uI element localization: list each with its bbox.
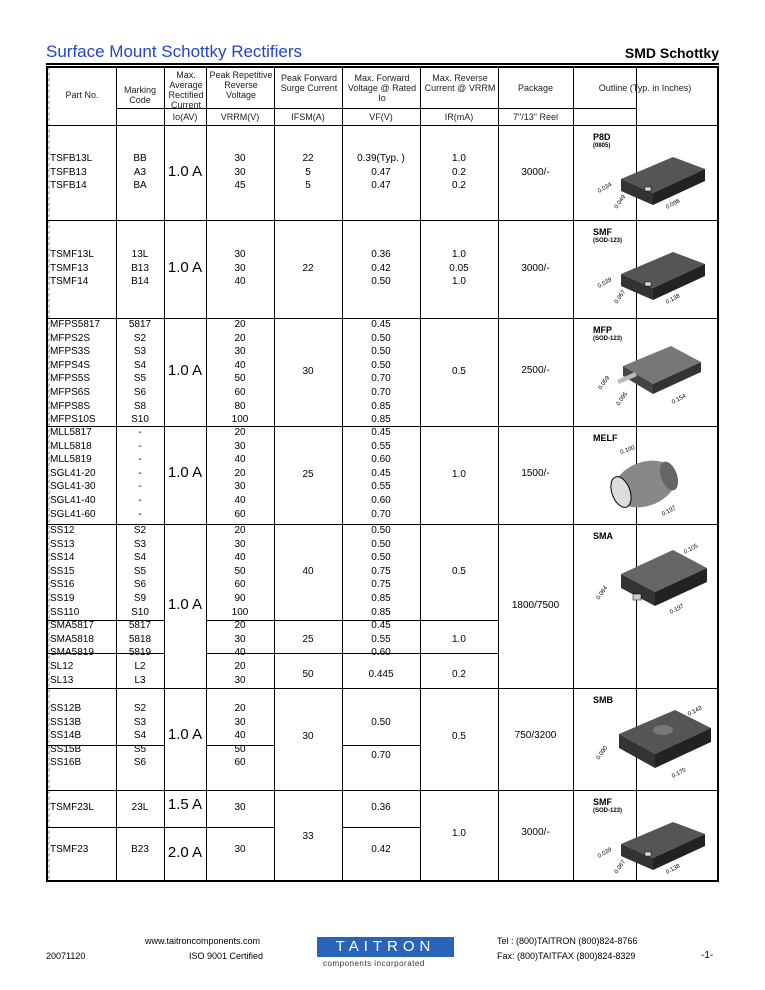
vf-value: 0.70 [371,750,391,761]
package-qty: 1500/- [521,468,550,479]
marking-code: 13L [131,249,149,260]
header-ir-unit: IR(mA) [444,112,474,122]
outline-name: P8D [593,132,611,142]
ir-value: 0.5 [452,366,466,377]
vrrm-value: 60 [234,579,246,591]
vrrm-value: 60 [234,387,246,398]
taitron-logo-sub: components incorporated [323,959,425,968]
phone-number: Tel : (800)TAITRON (800)824-8766 [497,936,638,946]
vf-value: 0.45 [371,620,391,632]
marking-code: S4 [133,552,147,564]
p8d-outline-drawing [593,135,723,219]
outline-name: SMF [593,227,612,237]
ifsm-value: 22 [302,263,314,274]
ir-value: 1.0 [452,276,466,288]
marking-code: BA [133,180,147,192]
smf-outline-drawing [593,230,723,314]
outline-shape [653,725,673,735]
part-number: SGL41-30 [50,481,96,493]
vf-value: 0.50 [371,552,391,564]
dimension-label: 0.090 [595,745,610,762]
package-qty: 3000/- [521,263,550,274]
vrrm-value: 60 [234,508,246,520]
part-number: TSMF14 [50,276,89,288]
marking-code: S4 [133,359,147,371]
vrrm-value: 50 [234,565,246,577]
vf-value: 0.47 [371,180,391,192]
part-number: SS15B [50,743,82,755]
part-number: SS12 [50,525,75,536]
vf-value: 0.50 [371,359,391,371]
part-number: SS16B [50,757,82,769]
vf-value: 0.55 [371,481,391,493]
marking-code: S2 [133,332,147,344]
marking-code: - [138,454,142,466]
ifsm-value: 25 [302,634,314,645]
marking-code: S2 [133,525,147,536]
vrrm-value: 40 [234,359,246,371]
ifsm-value: 30 [302,731,314,742]
vf-value: 0.42 [371,844,391,855]
vrrm-value: 90 [234,593,246,604]
package-qty: 3000/- [521,167,550,178]
ifsm-value: 30 [302,366,314,377]
io-rating: 2.0 A [167,844,203,861]
page-title: Surface Mount Schottky Rectifiers [46,42,303,61]
ir-value: 0.2 [452,180,466,192]
marking-code: 5819 [128,647,152,659]
mfp-outline-drawing [593,328,723,412]
vrrm-value: 30 [234,153,246,164]
header-package: Package [517,83,554,93]
vrrm-value: 45 [234,180,246,192]
outline-name: MFP [593,325,612,335]
vrrm-value: 20 [234,467,246,479]
vrrm-value: 40 [234,276,246,288]
dimension-label: 0.096 [665,198,682,211]
dimension-label: 0.197 [669,603,686,616]
marking-code: - [138,508,142,520]
marking-code: - [138,467,142,479]
part-number: SGL41-60 [50,508,96,520]
header-vrrm-unit: VRRM(V) [220,112,260,122]
page-number: -1- [701,950,714,961]
ir-value: 1.0 [452,828,466,839]
part-number: TSMF13 [50,262,89,274]
vf-value: 0.85 [371,400,391,412]
part-number: MFPS4S [50,359,91,371]
vf-value: 0.75 [371,579,391,591]
ir-value: 0.2 [452,669,466,680]
dimension-label: 0.059 [597,375,612,392]
ifsm-value: 5 [305,180,311,192]
header-ir: Max. Reverse Current @ VRRM [424,73,496,93]
outline-subname: (SOD-123) [593,238,623,244]
ir-value: 0.2 [452,166,466,178]
marking-code: L3 [134,674,146,686]
dimension-label: 0.138 [665,293,682,306]
marking-code: S4 [133,730,147,742]
dimension-label: 0.100 [619,445,636,456]
part-number: MLL5817 [50,427,92,438]
smb-outline-drawing [593,698,723,782]
vf-value: 0.50 [371,276,391,288]
dimension-label: 0.105 [683,543,700,556]
part-number: SS19 [50,593,75,604]
vrrm-value: 20 [234,525,246,536]
vf-value: 0.47 [371,166,391,178]
package-qty: 3000/- [521,827,550,838]
marking-code: - [138,495,142,506]
part-number: SS13B [50,716,82,728]
part-number: TSMF23L [50,802,94,813]
vf-value: 0.36 [371,802,391,813]
dimension-label: 0.064 [595,585,610,602]
grid-hline [48,790,717,791]
category-badge: SMD Schottky [624,45,719,61]
vf-value: 0.85 [371,606,391,618]
io-rating: 1.0 A [167,163,203,180]
grid-hline [48,827,274,828]
vf-value: 0.45 [371,427,391,438]
dimension-label: 0.197 [661,505,678,518]
vf-value: 0.70 [371,373,391,385]
vf-value: 0.60 [371,647,391,659]
ir-value: 0.5 [452,566,466,577]
outline-shape [633,594,641,600]
sma-outline-drawing [593,534,723,618]
part-number: MFPS10S [50,414,96,426]
part-number: MFPS2S [50,332,91,344]
header-part-no: Part No. [65,90,99,100]
marking-code: S6 [133,757,147,769]
vf-value: 0.70 [371,387,391,398]
vf-value: 0.42 [371,262,391,274]
header-outline: Outline (Typ. in Inches) [598,83,692,93]
marking-code: 5818 [128,633,152,645]
vf-value: 0.445 [368,669,394,680]
outline-subname: (0805) [593,143,611,149]
vf-value: 0.36 [371,249,391,260]
marking-code: L2 [134,661,146,672]
vf-value: 0.39(Typ. ) [357,153,405,164]
grid-hline [48,688,717,689]
header-io-unit: Io(AV) [172,112,198,122]
vrrm-value: 40 [234,495,246,506]
dimension-label: 0.154 [671,393,688,406]
header-io: Max. Average Rectified Current [168,70,204,110]
ifsm-value: 50 [302,669,314,680]
vf-value: 0.55 [371,633,391,645]
outline-shape [645,282,651,286]
outline-name: SMB [593,695,613,705]
part-number: SL12 [50,661,74,672]
vrrm-value: 50 [234,743,246,755]
marking-code: - [138,481,142,493]
marking-code: S6 [133,579,147,591]
part-number: SS14 [50,552,75,564]
part-number: SMA5819 [50,647,94,659]
vrrm-value: 30 [234,844,246,855]
spec-table [46,66,719,882]
part-number: MFPS5817 [50,319,101,330]
part-number: MLL5818 [50,440,92,452]
marking-code: S8 [133,400,147,412]
marking-code: 5817 [128,319,152,330]
vf-value: 0.85 [371,414,391,426]
outline-name: SMA [593,531,613,541]
header-marking: Marking Code [123,85,156,105]
io-rating: 1.0 A [167,362,203,379]
package-qty: 2500/- [521,365,550,376]
marking-code: B13 [131,262,149,274]
part-number: TSFB13 [50,166,87,178]
dimension-label: 0.095 [615,391,630,408]
ir-value: 0.05 [449,262,469,274]
part-number: SS14B [50,730,82,742]
vf-value: 0.55 [371,440,391,452]
package-qty: 750/3200 [514,730,557,741]
vrrm-value: 20 [234,703,246,714]
dimension-label: 0.067 [613,289,628,306]
ifsm-value: 33 [302,831,314,842]
outline-name: MELF [593,433,618,443]
vrrm-value: 30 [234,633,246,645]
marking-code: S10 [131,606,149,618]
vrrm-value: 30 [234,346,246,358]
vrrm-value: 40 [234,552,246,564]
vf-value: 0.50 [371,717,391,728]
dimension-label: 0.049 [613,194,628,211]
vrrm-value: 20 [234,427,246,438]
dimension-label: 0.138 [665,863,682,876]
vf-value: 0.50 [371,332,391,344]
marking-code: S3 [133,538,147,550]
vrrm-value: 20 [234,319,246,330]
vrrm-value: 20 [234,661,246,672]
marking-code: S3 [133,716,147,728]
vrrm-value: 40 [234,454,246,466]
marking-code: S5 [133,565,147,577]
grid-hline [342,827,420,828]
vf-value: 0.60 [371,454,391,466]
part-number: TSFB13L [50,153,93,164]
title-rule [46,63,719,65]
vf-value: 0.45 [371,467,391,479]
header-package-unit: 7"/13" Reel [513,112,558,122]
vf-value: 0.50 [371,525,391,536]
dimension-label: 0.067 [613,859,628,876]
iso-cert: ISO 9001 Certified [189,951,264,961]
ifsm-value: 22 [302,153,314,164]
vrrm-value: 30 [234,262,246,274]
vrrm-value: 30 [234,674,246,686]
smf-outline-drawing-2 [593,800,723,884]
vrrm-value: 40 [234,730,246,742]
io-rating: 1.0 A [167,464,203,481]
part-number: TSFB14 [50,180,87,192]
melf-outline-drawing [593,436,723,520]
vf-value: 0.50 [371,538,391,550]
grid-hline [48,220,717,221]
outline-subname: (SOD-123) [593,808,623,814]
vf-value: 0.60 [371,495,391,506]
part-number: SGL41-20 [50,467,96,479]
part-number: SS15 [50,565,75,577]
marking-code: 5817 [128,620,152,632]
taitron-logo: TAITRON [317,937,454,957]
vrrm-value: 30 [234,440,246,452]
grid-vline [573,68,574,880]
marking-code: S5 [133,743,147,755]
marking-code: B14 [131,276,149,288]
marking-code: S6 [133,387,147,398]
marking-code: - [138,440,142,452]
vf-value: 0.75 [371,565,391,577]
fax-number: Fax: (800)TAITFAX (800)824-8329 [497,951,636,961]
vrrm-value: 20 [234,620,246,632]
marking-code: S5 [133,373,147,385]
vf-value: 0.50 [371,346,391,358]
vrrm-value: 30 [234,802,246,813]
vrrm-value: 30 [234,538,246,550]
header-ifsm-unit: IFSM(A) [291,112,325,122]
part-number: SS16 [50,579,75,591]
vrrm-value: 30 [234,249,246,260]
marking-code: S3 [133,346,147,358]
dimension-label: 0.039 [597,847,614,860]
header-vf: Max. Forward Voltage @ Rated Io [347,73,417,103]
ifsm-value: 25 [302,469,314,480]
part-number: SGL41-40 [50,495,96,506]
part-number: MFPS8S [50,400,91,412]
dimension-label: 0.170 [671,767,688,780]
io-rating: 1.5 A [167,796,203,813]
part-number: MLL5819 [50,454,92,466]
header-ifsm: Peak Forward Surge Current [280,73,338,93]
part-number: TSMF23 [50,844,89,855]
header-vrrm: Peak Repetitive Reverse Voltage [209,70,273,100]
outline-shape [645,852,651,856]
io-rating: 1.0 A [167,726,203,743]
part-number: MFPS5S [50,373,91,385]
website-link[interactable]: www.taitroncomponents.com [145,936,261,946]
marking-code: BB [133,153,147,164]
vrrm-value: 20 [234,332,246,344]
vrrm-value: 30 [234,166,246,178]
vrrm-value: 50 [234,373,246,385]
part-number: TSMF13L [50,249,94,260]
package-qty: 1800/7500 [511,600,560,611]
part-number: MFPS6S [50,387,91,398]
dimension-label: 0.034 [597,182,614,195]
vrrm-value: 100 [231,414,249,426]
vf-value: 0.45 [371,319,391,330]
part-number: SL13 [50,674,74,686]
outline-subname: (SOD-123) [593,336,623,342]
io-rating: 1.0 A [167,259,203,276]
ir-value: 0.5 [452,731,466,742]
grid-hline [342,745,420,746]
marking-code: S9 [133,593,147,604]
marking-code: S10 [131,414,149,426]
vrrm-value: 100 [231,606,249,618]
vrrm-value: 80 [234,400,246,412]
marking-code: 23L [131,802,149,813]
vrrm-value: 40 [234,647,246,659]
marking-code: A3 [133,166,147,178]
outline-shape [645,187,651,191]
part-number: SMA5818 [50,633,94,645]
dimension-label: 0.039 [597,277,614,290]
part-number: SS110 [50,606,80,618]
doc-date: 20071120 [46,951,86,961]
grid-hline [48,125,717,126]
vrrm-value: 60 [234,757,246,769]
vf-value: 0.70 [371,508,391,520]
part-number: SS13 [50,538,75,550]
part-number: SS12B [50,703,82,714]
ir-value: 1.0 [452,469,466,480]
marking-code: - [138,427,142,438]
part-number: SMA5817 [50,620,94,632]
ir-value: 1.0 [452,634,466,645]
ifsm-value: 40 [302,566,314,577]
ifsm-value: 5 [305,166,311,178]
vrrm-value: 30 [234,716,246,728]
marking-code: B23 [131,844,149,855]
io-rating: 1.0 A [167,596,203,613]
vrrm-value: 30 [234,481,246,493]
header-vf-unit: VF(V) [369,112,393,122]
ir-value: 1.0 [452,249,466,260]
ir-value: 1.0 [452,153,466,164]
marking-code: S2 [133,703,147,714]
part-number: MFPS3S [50,346,91,358]
dimension-label: 0.143 [687,705,704,718]
outline-name: SMF [593,797,612,807]
vf-value: 0.85 [371,593,391,604]
